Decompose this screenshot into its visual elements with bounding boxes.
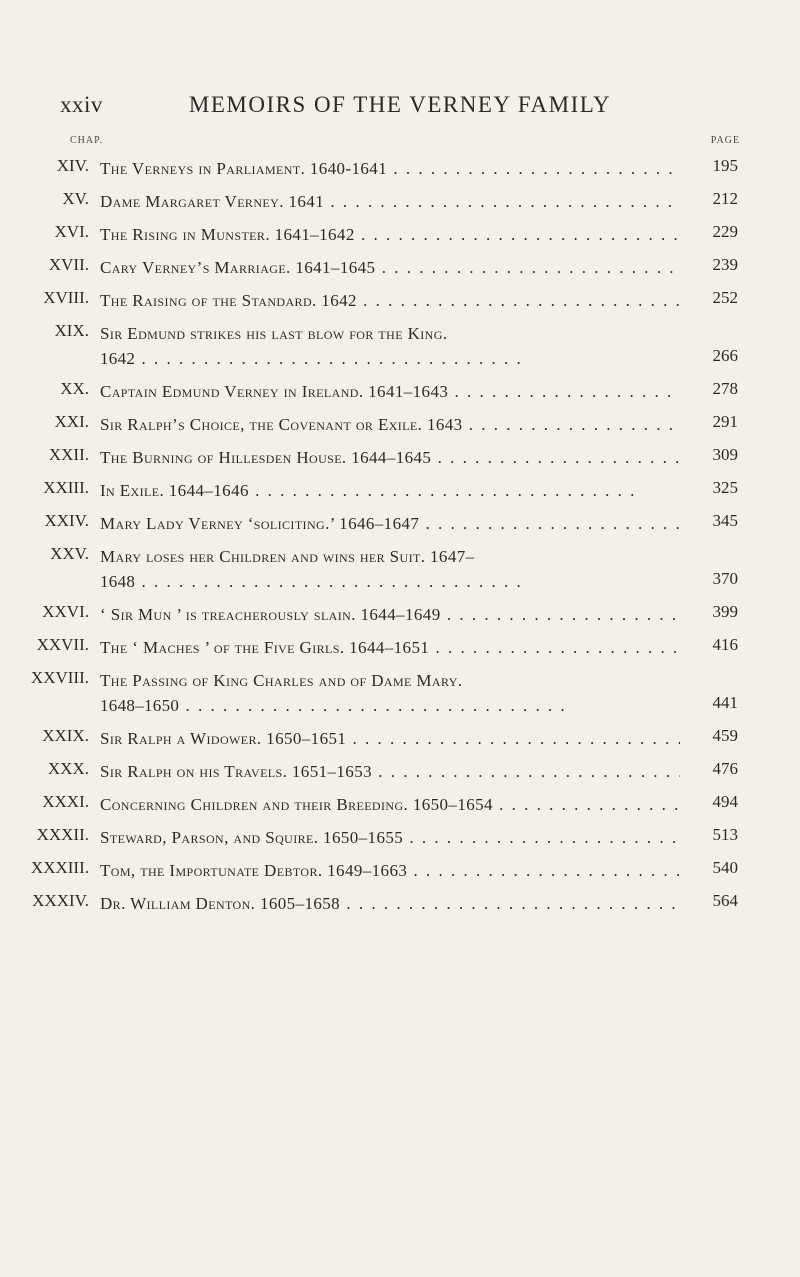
chapter-title: Cary Verney’s Marriage. 1641–1645 . . . — [100, 255, 680, 280]
toc-entry — [0, 282, 800, 315]
chapter-title: Concerning Children and their Breeding. 1650–1654 . . . — [100, 792, 680, 817]
chapter-number: XXII. — [48, 445, 89, 464]
toc-entry — [0, 538, 800, 596]
chapter-page-number: 459 — [712, 726, 738, 745]
chapter-number: XIV. — [56, 156, 89, 175]
chapter-title: Captain Edmund Verney in Ireland. 1641–1643 . . . — [100, 379, 680, 404]
chapter-page-number: 513 — [712, 825, 738, 844]
chapter-title: The ‘ Maches ’ of the Five Girls. 1644–1651 . . . — [100, 635, 680, 660]
chapter-title: Sir Ralph a Widower. 1650–1651 . . . — [100, 726, 680, 751]
chapter-number: XIX. — [54, 321, 89, 340]
chapter-number: XXI. — [54, 412, 89, 431]
chapter-page-number: 325 — [712, 478, 738, 497]
chapter-page-number: 476 — [712, 759, 738, 778]
chapter-page-number: 399 — [712, 602, 738, 621]
chapter-title: Steward, Parson, and Squire. 1650–1655 . . . — [100, 825, 680, 850]
chapter-page-number: 370 — [712, 569, 738, 588]
toc-entry — [0, 753, 800, 786]
chapter-title-block — [100, 825, 680, 850]
chapter-title-block — [100, 759, 680, 784]
chapter-page-number: 540 — [712, 858, 738, 877]
chapter-title: Sir Edmund strikes his last blow for the King. — [100, 324, 448, 343]
chapter-title-block — [100, 792, 680, 817]
toc-entry — [0, 406, 800, 439]
chapter-title-continuation: 1648 . . . — [100, 569, 680, 594]
chapter-title-continuation: 1648–1650 . . . — [100, 693, 680, 718]
toc-entry — [0, 183, 800, 216]
chapter-title-block — [100, 726, 680, 751]
toc-entry — [0, 150, 800, 183]
chapter-title: The Burning of Hillesden House. 1644–1645 . . . — [100, 445, 680, 470]
table-of-contents — [0, 150, 800, 918]
chapter-title-block — [100, 288, 680, 313]
toc-entry — [0, 249, 800, 282]
chapter-page-number: 239 — [712, 255, 738, 274]
chapter-title: Mary loses her Children and wins her Suit. 1647– — [100, 547, 475, 566]
toc-entry — [0, 720, 800, 753]
chapter-page-number: 266 — [712, 346, 738, 365]
toc-entry — [0, 786, 800, 819]
chapter-title-block — [100, 255, 680, 280]
chapter-title: Sir Ralph’s Choice, the Covenant or Exile. 1643 . . . — [100, 412, 680, 437]
chapter-title-block — [100, 858, 680, 883]
toc-entry — [0, 852, 800, 885]
chapter-title: Sir Ralph on his Travels. 1651–1653 . . . — [100, 759, 680, 784]
chapter-title-continuation: 1642 . . . — [100, 346, 680, 371]
toc-entry — [0, 373, 800, 406]
chapter-title-block — [100, 156, 680, 181]
chapter-title-block — [100, 321, 680, 371]
chapter-title: Tom, the Importunate Debtor. 1649–1663 . . . — [100, 858, 680, 883]
toc-entry — [0, 885, 800, 918]
toc-entry — [0, 662, 800, 720]
chapter-number: XVI. — [54, 222, 89, 241]
running-head — [60, 92, 740, 122]
chapter-number: XXIX. — [42, 726, 89, 745]
chapter-number: XX. — [60, 379, 89, 398]
chapter-number: XXXIV. — [32, 891, 89, 910]
running-title: MEMOIRS OF THE VERNEY FAMILY — [188, 92, 612, 117]
page-number: xxiv — [60, 92, 103, 117]
chapter-title: Mary Lady Verney ‘soliciting.’ 1646–1647 . . . — [100, 511, 680, 536]
chapter-title-block — [100, 412, 680, 437]
chapter-page-number: 278 — [712, 379, 738, 398]
chapter-title: The Rising in Munster. 1641–1642 . . . — [100, 222, 680, 247]
chapter-title-block — [100, 891, 680, 916]
chapter-title: The Raising of the Standard. 1642 . . . — [100, 288, 680, 313]
toc-entry — [0, 439, 800, 472]
chapter-column-label: CHAP. — [70, 135, 104, 146]
chapter-page-number: 416 — [712, 635, 738, 654]
chapter-number: XXVII. — [36, 635, 89, 654]
chapter-page-number: 309 — [712, 445, 738, 464]
chapter-page-number: 345 — [712, 511, 738, 530]
chapter-number: XXV. — [50, 544, 89, 563]
chapter-page-number: 564 — [712, 891, 738, 910]
chapter-title-block — [100, 602, 680, 627]
chapter-page-number: 441 — [712, 693, 738, 712]
chapter-title-block — [100, 511, 680, 536]
chapter-title-block — [100, 635, 680, 660]
chapter-title: The Verneys in Parliament. 1640-1641 . . . — [100, 156, 680, 181]
chapter-number: XXXIII. — [30, 858, 89, 877]
chapter-title: The Passing of King Charles and of Dame Mary. — [100, 671, 463, 690]
chapter-number: XV. — [62, 189, 89, 208]
chapter-number: XXIII. — [43, 478, 89, 497]
chapter-page-number: 291 — [712, 412, 738, 431]
chapter-number: XVII. — [48, 255, 89, 274]
chapter-title-block — [100, 478, 680, 503]
chapter-page-number: 494 — [712, 792, 738, 811]
chapter-title-block — [100, 445, 680, 470]
chapter-title-block — [100, 544, 680, 594]
chapter-title-block — [100, 222, 680, 247]
toc-entry — [0, 472, 800, 505]
chapter-number: XXXII. — [36, 825, 89, 844]
chapter-number: XXVI. — [42, 602, 89, 621]
toc-entry — [0, 596, 800, 629]
chapter-page-number: 212 — [712, 189, 738, 208]
chapter-title-block — [100, 379, 680, 404]
toc-entry — [0, 505, 800, 538]
chapter-number: XXIV. — [44, 511, 89, 530]
chapter-title: In Exile. 1644–1646 . . . — [100, 478, 680, 503]
chapter-number: XXX. — [47, 759, 89, 778]
chapter-title: Dame Margaret Verney. 1641 . . . — [100, 189, 680, 214]
chapter-number: XVIII. — [43, 288, 89, 307]
chapter-title: ‘ Sir Mun ’ is treacherously slain. 1644–1649 . . . — [100, 602, 680, 627]
page-column-label: PAGE — [710, 135, 740, 146]
chapter-number: XXVIII. — [30, 668, 89, 687]
chapter-page-number: 252 — [712, 288, 738, 307]
chapter-page-number: 229 — [712, 222, 738, 241]
chapter-title-block — [100, 668, 680, 718]
chapter-title: Dr. William Denton. 1605–1658 . . . — [100, 891, 680, 916]
chapter-title-block — [100, 189, 680, 214]
chapter-page-number: 195 — [712, 156, 738, 175]
toc-entry — [0, 216, 800, 249]
toc-entry — [0, 629, 800, 662]
toc-entry — [0, 819, 800, 852]
toc-entry — [0, 315, 800, 373]
chapter-number: XXXI. — [42, 792, 89, 811]
